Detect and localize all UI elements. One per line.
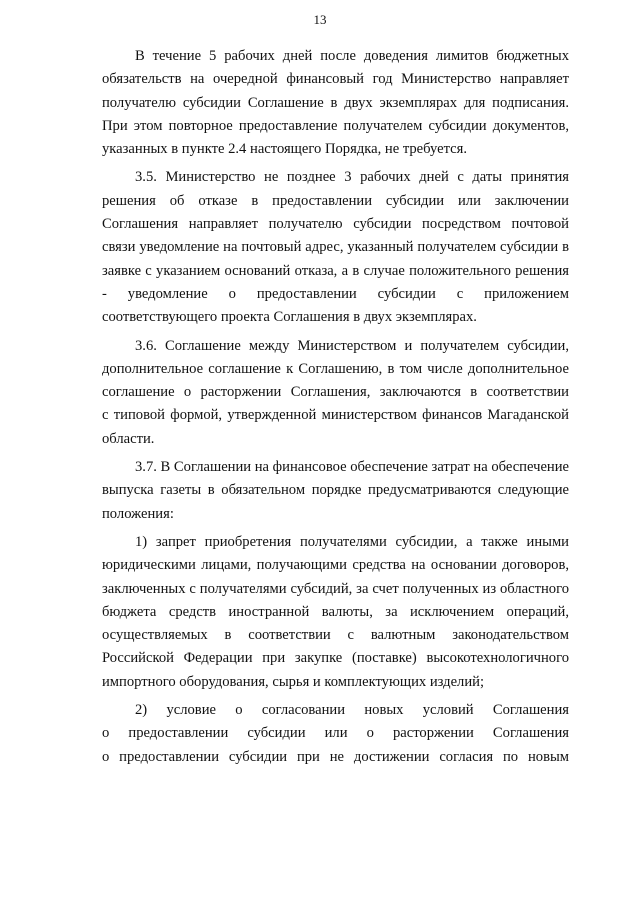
text-line: импортного оборудования, сырья и комплектующих изделий; [102,673,485,690]
text-line: указанных в пункте 2.4 настоящего Порядка, не требуется. [102,141,467,158]
page-number: 13 [313,12,327,27]
text-line: 3.6. Соглашение между Министерством и получателем субсидии, [135,337,569,354]
text-line: с типовой формой, утвержденной министерством финансов Магаданской [102,407,569,424]
document-body [102,45,569,774]
text-line: Соглашения направляет получателю субсидии посредством почтовой [102,216,569,233]
paragraph-3-7 [102,456,569,526]
paragraph-item-1 [102,531,569,694]
text-line: обязательств на очередной финансовый год Министерство направляет [102,71,569,88]
text-line: 2) условие о согласовании новых условий Соглашения [135,702,569,719]
text-line: В течение 5 рабочих дней после доведения лимитов бюджетных [135,48,569,64]
text-line: соглашение о расторжении Соглашения, заключаются в соответствии [102,384,569,401]
text-line: 1) запрет приобретения получателями субсидии, а также иными [135,533,569,550]
text-line: бюджета средств иностранной валюты, за исключением операций, [102,603,569,620]
text-line: получателю субсидии Соглашение в двух экземплярах для подписания. [102,94,569,111]
text-line: При этом повторное предоставление получателем субсидии документов, [102,117,569,134]
text-line: заключенных с получателями субсидий, за счет полученных из областного [102,580,569,597]
text-line: заявке с указанием оснований отказа, а в случае положительного решения [102,262,569,279]
paragraph-item-2 [102,699,569,769]
text-line: о предоставлении субсидии или о расторжении Соглашения [102,725,569,742]
text-line: связи уведомление на почтовый адрес, указанный получателем субсидии в [102,239,569,256]
text-line: дополнительное соглашение к Соглашению, в том числе дополнительное [102,360,569,377]
text-line: 3.7. В Соглашении на финансовое обеспечение затрат на обеспечение [135,459,570,476]
text-line: осуществляемых в соответствии с валютным законодательством [102,627,569,644]
text-line: области. [102,430,155,447]
text-line: решения об отказе в предоставлении субсидии или заключении [102,192,569,209]
text-line: - уведомление о предоставлении субсидии с приложением [102,285,569,302]
paragraph-3-5 [102,166,569,329]
text-line: положения: [102,505,174,522]
paragraph-agreement-timing [102,45,569,161]
paragraph-3-6 [102,335,569,451]
text-line: Российской Федерации при закупке (поставке) высокотехнологичного [102,650,569,667]
text-line: выпуска газеты в обязательном порядке предусматриваются следующие [102,482,569,499]
text-line: 3.5. Министерство не позднее 3 рабочих дней с даты принятия [135,169,569,186]
text-line: юридическими лицами, получающими средства на основании договоров, [102,557,569,574]
text-line: о предоставлении субсидии при не достижении согласия по новым [102,748,569,765]
text-line: соответствующего проекта Соглашения в двух экземплярах. [102,309,477,326]
